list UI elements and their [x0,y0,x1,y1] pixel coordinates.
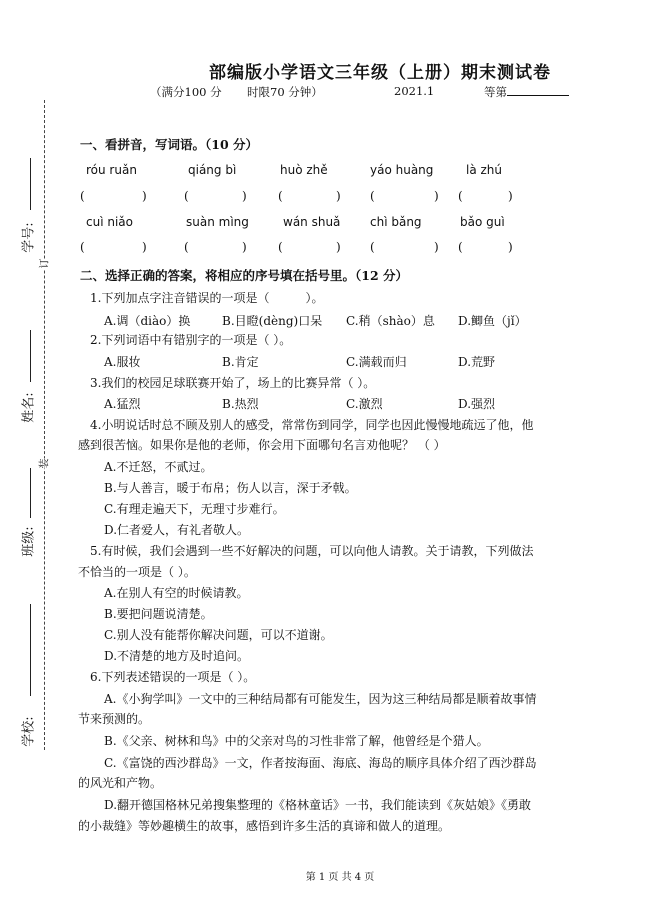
q3-option-c: C.激烈 [346,397,383,411]
pinyin-9: chì bǎng [370,215,422,229]
answer-paren-7-left[interactable]: ( [184,240,189,254]
answer-paren-2-left[interactable]: ( [184,189,189,203]
answer-paren-4-right[interactable]: ) [434,189,439,203]
q3-option-b: B.热烈 [222,397,259,411]
answer-paren-6-right[interactable]: ) [142,240,147,254]
section1-heading: 一、看拼音，写词语。（10 分） [80,137,258,152]
q6-option-b: B.《父亲、树林和鸟》中的父亲对鸟的习性非常了解，他曾经是个猎人。 [104,734,489,748]
q4-option-d: D.仁者爱人，有礼者敬人。 [104,523,250,537]
pinyin-5: là zhú [466,163,503,177]
q2-stem: 2.下列词语中有错别字的一项是（ ）。 [90,333,292,347]
answer-paren-2-right[interactable]: ) [242,189,247,203]
q6-stem: 6.下列表述错误的一项是（ ）。 [90,670,256,684]
q6-option-a-line1: A.《小狗学叫》一文中的三种结局都有可能发生，因为这三种结局都是顺着故事情 [104,692,537,706]
q1-option-c: C.稍（shào）息 [346,314,435,328]
q5-option-d: D.不清楚的地方及时追问。 [104,649,250,663]
q4-option-b: B.与人善言，暖于布帛；伤人以言，深于矛戟。 [104,481,357,495]
answer-paren-9-left[interactable]: ( [370,240,375,254]
pinyin-7: suàn mìng [186,215,249,229]
q4-stem-line1: 4.小明说话时总不顾及别人的感受，常常伤到同学，同学也因此慢慢地疏远了他，他 [90,418,534,432]
class-line[interactable] [30,468,31,518]
answer-paren-4-left[interactable]: ( [370,189,375,203]
q1-option-d: D.鲫鱼（jǐ） [458,314,527,328]
page-title: 部编版小学语文三年级（上册）期末测试卷 [209,63,551,83]
q5-option-a: A.在别人有空的时候请教。 [104,586,249,600]
answer-paren-5-left[interactable]: ( [458,189,463,203]
answer-paren-8-right[interactable]: ) [336,240,341,254]
q5-option-b: B.要把问题说清楚。 [104,607,213,621]
answer-paren-10-right[interactable]: ) [508,240,513,254]
q1-option-a: A.调（diào）换 [104,314,191,328]
answer-paren-8-left[interactable]: ( [278,240,283,254]
binding-mark-zhuang: 装 [36,459,51,469]
answer-paren-9-right[interactable]: ) [434,240,439,254]
grade-label: 等第 [484,85,507,99]
pinyin-1: róu ruǎn [86,163,137,177]
pinyin-4: yáo huàng [370,163,434,177]
answer-paren-3-right[interactable]: ) [336,189,341,203]
pinyin-10: bǎo guì [460,215,505,229]
pinyin-8: wán shuǎ [283,215,341,229]
school-label: 学校: [21,716,37,747]
answer-paren-1-right[interactable]: ) [142,189,147,203]
q5-stem-line1: 5.有时候，我们会遇到一些不好解决的问题，可以向他人请教。关于请教，下列做法 [90,544,534,558]
answer-paren-6-left[interactable]: ( [80,240,85,254]
pinyin-2: qiáng bì [188,163,237,177]
q6-option-d-line2: 的小裁缝》等妙趣横生的故事，感悟到许多生活的真谛和做人的道理。 [78,819,451,833]
student-no-label: 学号: [21,222,37,253]
q5-stem-line2: 不恰当的一项是（ ）。 [78,565,196,579]
school-line[interactable] [30,604,31,696]
q2-option-a: A.服妆 [104,355,141,369]
student-no-line[interactable] [30,158,31,210]
answer-paren-1-left[interactable]: ( [80,189,85,203]
pinyin-3: huò zhě [280,163,328,177]
name-line[interactable] [30,330,31,382]
q4-option-a: A.不迁怒，不贰过。 [104,460,213,474]
section2-heading: 二、选择正确的答案，将相应的序号填在括号里。（12 分） [80,268,408,283]
q6-option-a-line2: 节来预测的。 [78,712,151,726]
q6-option-c-line2: 的风光和产物。 [78,776,163,790]
q1-option-b: B.目瞪(dèng)口呆 [222,314,323,328]
q4-stem-line2: 感到很苦恼。如果你是他的老师，你会用下面哪句名言劝他呢？ （ ） [78,438,446,452]
q5-option-c: C.别人没有能帮你解决问题，可以不道谢。 [104,628,333,642]
q3-option-d: D.强烈 [458,397,496,411]
page-number: 第 1 页 共 4 页 [305,872,375,883]
grade-field[interactable] [484,84,569,100]
answer-paren-5-right[interactable]: ) [508,189,513,203]
answer-paren-3-left[interactable]: ( [278,189,283,203]
q1-stem-start: 1.下列加点字注音错误的一项是（ [90,291,270,305]
full-marks: （满分100 分 [150,85,222,99]
q1-answer-blank[interactable] [269,291,305,305]
time-limit: 时限70 分钟） [247,85,323,99]
grade-blank[interactable] [507,85,569,96]
q3-option-a: A.猛烈 [104,397,141,411]
q6-option-c-line1: C.《富饶的西沙群岛》一文，作者按海面、海底、海岛的顺序具体介绍了西沙群岛 [104,756,537,770]
q3-stem: 3.我们的校园足球联赛开始了，场上的比赛异常（ ）。 [90,376,376,390]
binding-line [44,100,45,750]
q4-option-c: C.有理走遍天下，无理寸步难行。 [104,502,285,516]
q1-stem [90,289,323,306]
exam-date: 2021.1 [394,84,435,98]
answer-paren-10-left[interactable]: ( [458,240,463,254]
q2-option-b: B.肯定 [222,355,259,369]
name-label: 姓名: [21,392,37,423]
pinyin-6: cuì niǎo [86,215,133,229]
q6-option-d-line1: D.翻开德国格林兄弟搜集整理的《格林童话》一书，我们能读到《灰姑娘》《勇敢 [104,798,532,812]
q2-option-d: D.荒野 [458,355,496,369]
binding-mark-ding: 订 [36,259,51,269]
q2-option-c: C.满载而归 [346,355,407,369]
class-label: 班级: [21,526,37,557]
q1-stem-end: ）。 [305,291,324,305]
answer-paren-7-right[interactable]: ) [242,240,247,254]
